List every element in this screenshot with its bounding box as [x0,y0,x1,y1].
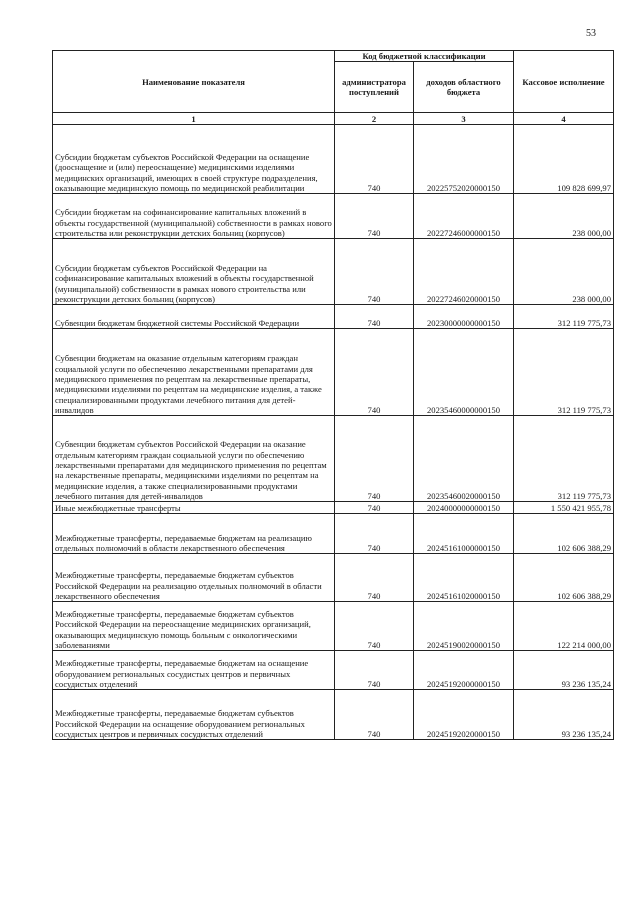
cash-execution-amount: 312 119 775,73 [514,416,614,502]
column-index-1: 1 [53,113,335,125]
cash-execution-amount: 1 550 421 955,78 [514,502,614,514]
budget-revenue-table [52,50,614,740]
indicator-name: Межбюджетные трансферты, передаваемые бюджетам субъектов Российской Федерации на реализацию отдельных полномочий в области лекарственного обеспечения [53,554,335,602]
administrator-code: 740 [335,651,414,690]
cash-execution-amount: 122 214 000,00 [514,602,614,651]
administrator-code: 740 [335,194,414,239]
revenue-code: 20245192020000150 [414,690,514,740]
column-index-4: 4 [514,113,614,125]
cash-execution-amount: 93 236 135,24 [514,690,614,740]
table-row [53,239,614,305]
indicator-name: Субвенции бюджетам на оказание отдельным категориям граждан социальной услуги по обеспечению лекарственными препаратами для медицинского применения по рецептам на лекарственные препараты, медицинскими изделиями по рецептам на медицинские изделия, а также специализированными продуктами лечебного питания для детей-инвалидов [53,329,335,416]
revenue-code: 20245192000000150 [414,651,514,690]
indicator-name: Иные межбюджетные трансферты [53,502,335,514]
table-row [53,329,614,416]
indicator-name: Межбюджетные трансферты, передаваемые бюджетам на реализацию отдельных полномочий в области лекарственного обеспечения [53,514,335,554]
revenue-code: 20227246020000150 [414,239,514,305]
revenue-code: 20227246000000150 [414,194,514,239]
revenue-code: 20240000000000150 [414,502,514,514]
indicator-name: Межбюджетные трансферты, передаваемые бюджетам субъектов Российской Федерации на переоснащение медицинских организаций, оказывающих медицинскую помощь больным с онкологическими заболеваниями [53,602,335,651]
cash-execution-amount: 102 606 388,29 [514,554,614,602]
administrator-code: 740 [335,602,414,651]
table-row [53,554,614,602]
administrator-code: 740 [335,329,414,416]
administrator-code: 740 [335,125,414,194]
administrator-code: 740 [335,239,414,305]
administrator-code: 740 [335,690,414,740]
indicator-name: Субсидии бюджетам на софинансирование капитальных вложений в объекты государственной (муниципальной) собственности в рамках нового строительства или реконструкции детских больниц (корпусов) [53,194,335,239]
table-row [53,514,614,554]
indicator-name: Межбюджетные трансферты, передаваемые бюджетам субъектов Российской Федерации на оснащение оборудованием региональных сосудистых центров и первичных сосудистых отделений [53,690,335,740]
table-row [53,690,614,740]
header-indicator-name: Наименование показателя [53,51,335,113]
administrator-code: 740 [335,554,414,602]
indicator-name: Субсидии бюджетам субъектов Российской Федерации на софинансирование капитальных вложений в объекты государственной (муниципальной) собственности в рамках нового строительства или реконструкции детских больниц (корпусов) [53,239,335,305]
cash-execution-amount: 109 828 699,97 [514,125,614,194]
revenue-code: 20235460020000150 [414,416,514,502]
revenue-code: 20245161020000150 [414,554,514,602]
cash-execution-amount: 102 606 388,29 [514,514,614,554]
table-row [53,416,614,502]
table-row [53,651,614,690]
cash-execution-amount: 238 000,00 [514,194,614,239]
revenue-code: 20235460000000150 [414,329,514,416]
table-row [53,125,614,194]
header-budget-classification-code: Код бюджетной классификации [335,51,514,62]
column-index-2: 2 [335,113,414,125]
indicator-name: Субвенции бюджетам бюджетной системы Российской Федерации [53,305,335,329]
revenue-code: 20225752020000150 [414,125,514,194]
page-number: 53 [586,28,596,39]
table-row [53,194,614,239]
administrator-code: 740 [335,514,414,554]
cash-execution-amount: 238 000,00 [514,239,614,305]
indicator-name: Межбюджетные трансферты, передаваемые бюджетам на оснащение оборудованием региональных сосудистых центров и первичных сосудистых отделений [53,651,335,690]
administrator-code: 740 [335,416,414,502]
indicator-name: Субвенции бюджетам субъектов Российской Федерации на оказание отдельным категориям граждан социальной услуги по обеспечению лекарственными препаратами для медицинского применения по рецептам на лекарственные препараты, медицинскими изделиями по рецептам на медицинские изделия, а также специализированными продуктами лечебного питания для детей-инвалидов [53,416,335,502]
indicator-name: Субсидии бюджетам субъектов Российской Федерации на оснащение (дооснащение и (или) переоснащение) медицинскими изделиями медицинских организаций, имеющих в своей структуре подразделения, оказывающие медицинскую помощь по медицинской реабилитации [53,125,335,194]
administrator-code: 740 [335,305,414,329]
revenue-code: 20245161000000150 [414,514,514,554]
table-row [53,305,614,329]
header-cash-execution: Кассовое исполнение [514,51,614,113]
column-index-3: 3 [414,113,514,125]
cash-execution-amount: 93 236 135,24 [514,651,614,690]
table-row [53,502,614,514]
cash-execution-amount: 312 119 775,73 [514,305,614,329]
header-revenue-administrator: администратора поступлений [335,62,414,113]
administrator-code: 740 [335,502,414,514]
revenue-code: 20230000000000150 [414,305,514,329]
cash-execution-amount: 312 119 775,73 [514,329,614,416]
revenue-code: 20245190020000150 [414,602,514,651]
header-regional-budget-revenue: доходов областного бюджета [414,62,514,113]
table-row [53,602,614,651]
